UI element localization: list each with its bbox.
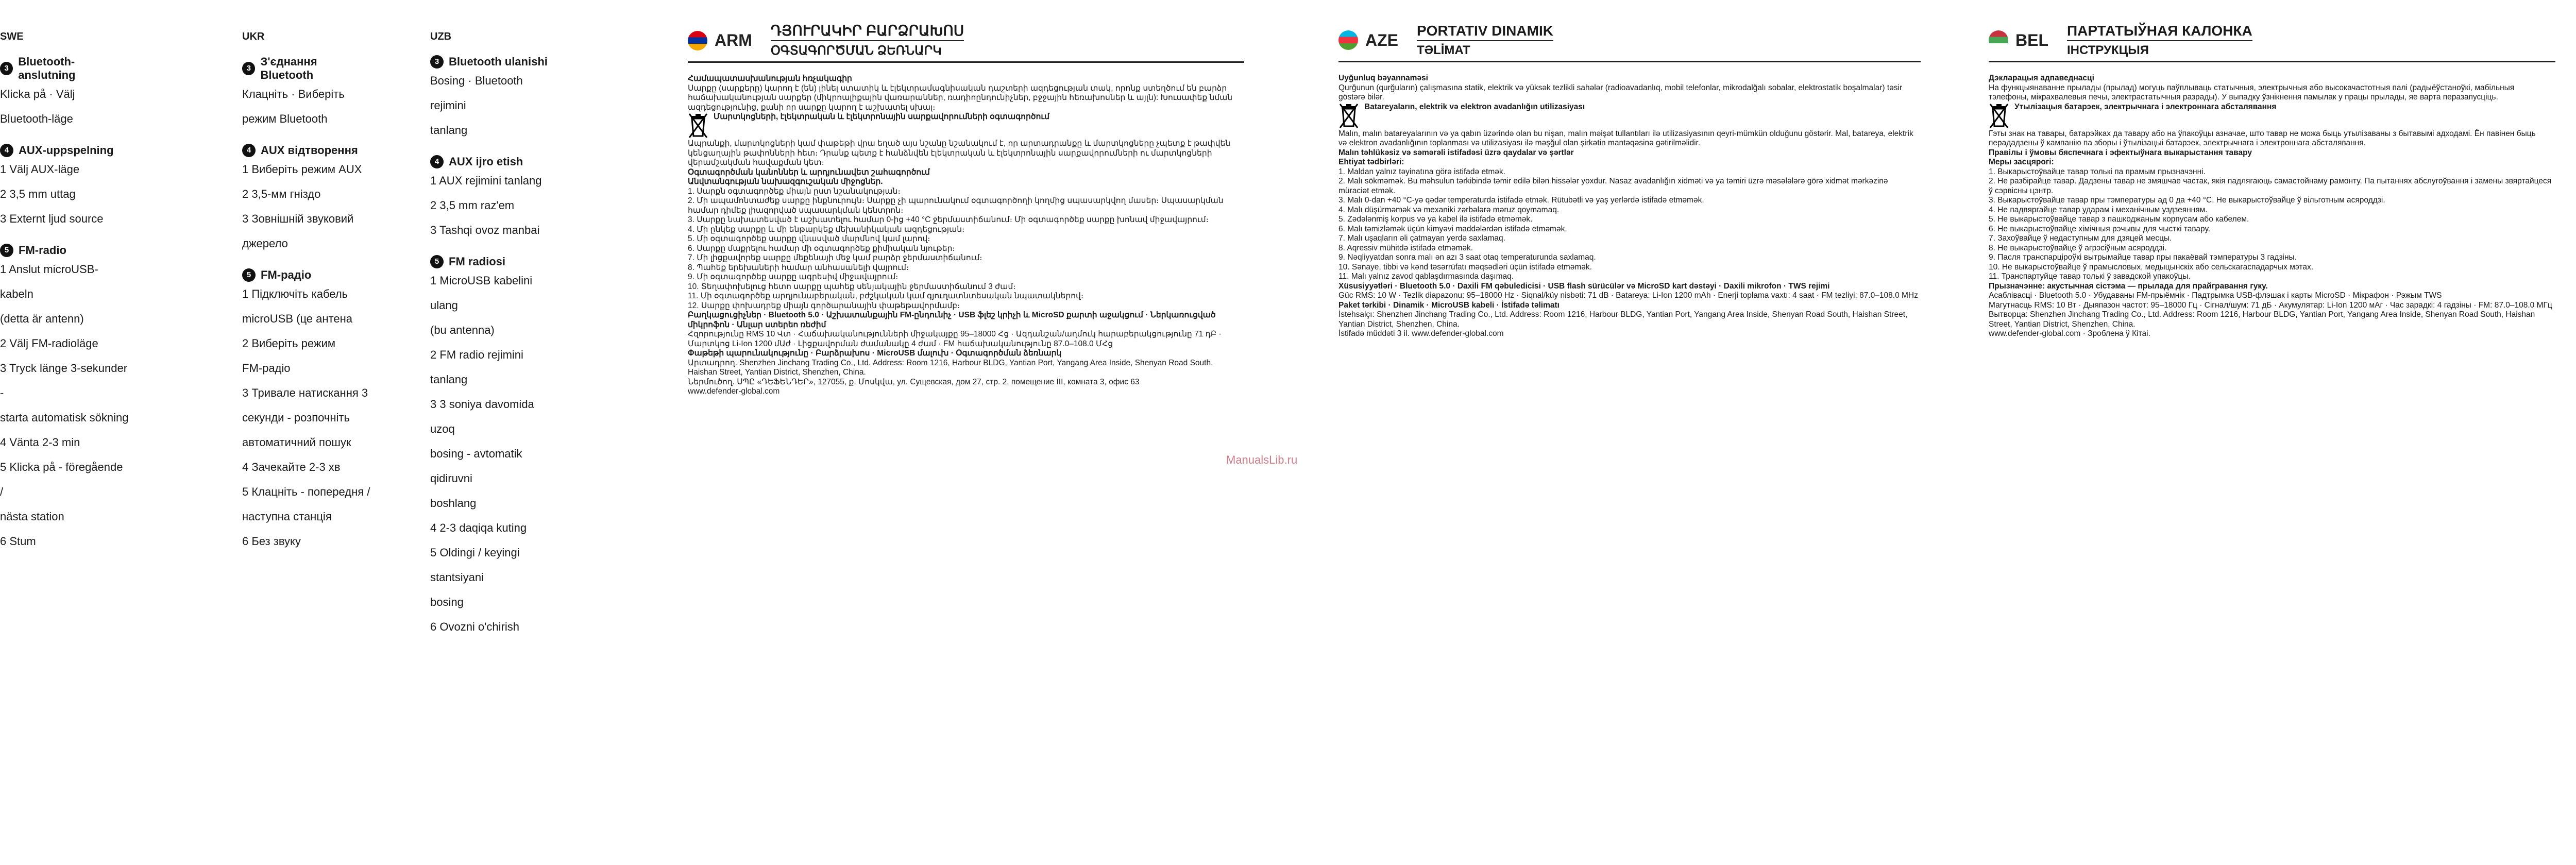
paragraph: Ներմուծող. ՍՊԸ «ԴԵՖԵՆԴԵՐ», 127055, ք. Մոսկվա, ул. Сущевская, дом 27, стр. 2, помещение III, комната 3, офис 63 — [688, 377, 1140, 386]
crossed-bin-icon — [1338, 103, 1359, 129]
paragraph: 9. Nəqliyyatdan sonra malı ən azı 3 saat otaq temperaturunda saxlamaq. — [1338, 253, 1596, 262]
step-heading — [0, 244, 129, 257]
step-line: 5 Klicka på - föregående / — [0, 461, 123, 498]
crossed-bin-icon — [1989, 103, 2009, 129]
paragraph-heading: Правілы і ўмовы бяспечнага і эфектыўнага выкарыстання тавару — [1989, 148, 2252, 157]
step-heading — [242, 55, 371, 82]
paragraph: www.defender-global.com — [688, 387, 780, 396]
paragraph-heading: Меры засцярогі: — [1989, 158, 2054, 166]
paragraph: 5. Не выкарыстоўвайце тавар з пашкоджаным корпусам або кабелем. — [1989, 215, 2249, 224]
step-number-badge: 3 — [430, 55, 444, 69]
step-line: 2 3,5 mm uttag — [0, 188, 76, 200]
lang-code: AZE — [1365, 30, 1398, 49]
step-heading — [430, 155, 559, 168]
paragraph: 12. Սարքը փոխադրեք միայն գործարանային փաթեթավորմամբ։ — [688, 301, 960, 310]
section-title: ԴՅՈՒՐԱԿԻՐ ԲԱՐՁՐԱԽՈՍ — [770, 23, 964, 39]
title-block — [2067, 23, 2252, 58]
paragraph: İstehsalçı: Shenzhen Jinchang Trading Co., Ltd. Address: Room 1216, Harbour BLDG, Yantian Port, Yangang Area Inside, Shenyan Road South, Haishan Street, Yantian District, Shenzhen, China. — [1338, 310, 1908, 329]
section-body — [688, 74, 1244, 397]
paragraph-heading: Xüsusiyyətləri · Bluetooth 5.0 · Daxili FM qəbuledicisi · USB flash sürücülər və MicroSD kart dəstəyi · Daxili mikrofon · TWS rejimi — [1338, 281, 1830, 291]
step-line: bosing — [430, 596, 464, 608]
paragraph-heading: Утылізацыя батарэек, электрычнага і электроннага абсталявання — [2014, 102, 2277, 111]
column-items — [430, 55, 559, 639]
paragraph: Ապրանքի, մարտկոցների կամ փաթեթի վրա եղած այս նշանը նշանակում է, որ արտադրանքը և մարտկոցները չպետք է թափվեն կենցաղային թափոնների հետ։ Դրանք պետք է հանձնվեն էլեկտրական և էլեկտրոնային սարքավորումների ու մարտկոցների վերամշակման հավաքման կետ։ — [688, 139, 1231, 167]
paragraph: На функцыянаванне прылады (прылад) могуць паўплываць статычныя, электрычныя або высокачастотныя палі (радыёўстаноўкі, мабільныя тэлефоны, мікрахвалевыя печы, электрастатычныя разрады). У выпадку ўзнікнення памылак у працы прылады, яе варта перазапусціць. — [1989, 83, 2515, 101]
paragraph: 5. Zədələnmiş korpus və ya kabel ilə istifadə etməmək. — [1338, 215, 1533, 224]
section-title: ПАРТАТЫЎНАЯ КАЛОНКА — [2067, 23, 2252, 39]
title-block — [1417, 23, 1553, 58]
step-title: Bluetooth-anslutning — [18, 55, 76, 81]
step-heading — [430, 255, 559, 268]
paragraph-heading: Բաղկացուցիչներ · Bluetooth 5.0 · Աշխատանքային FM-ընդունիչ · USB ֆլեշ կրիչի և MicroSD քարտի աջակցում · Ներկառուցված միկրոֆոն · Անլար ստերեո ռեժիմ — [688, 311, 1216, 329]
paragraph: 9. Մի օգտագործեք սարքը ագրեսիվ միջավայրում։ — [688, 273, 899, 281]
step-line: автоматичний пошук — [242, 436, 351, 449]
section-aze — [1338, 23, 1921, 847]
step-line: 3 Externt ljud source — [0, 212, 104, 225]
step-line: 1 MicroUSB kabelini ulang — [430, 274, 533, 312]
step-line: 2 3,5 mm raz'em — [430, 199, 515, 212]
step-heading — [0, 55, 129, 82]
section-arm — [688, 23, 1244, 847]
step-title: FM-радіо — [261, 268, 312, 281]
paragraph: 3. Սարքը նախատեսված է աշխատելու համար 0-ից +40 °C ջերմաստիճանում։ Մի օգտագործեք սարքը խոնավ միջավայրում։ — [688, 215, 1209, 224]
paragraph: Güc RMS: 10 W · Tezlik diapazonu: 95–18000 Hz · Siqnal/küy nisbəti: 71 dB · Batareya: Li-Ion 1200 mAh · Enerji toplama vaxtı: 4 saat · FM tezliyi: 87.0–108.0 MHz — [1338, 291, 1918, 300]
paragraph: 4. Не падвяргайце тавар ударам і механічным уздзеянням. — [1989, 205, 2208, 214]
step-line: 5 Клацніть - попередня / — [242, 485, 370, 498]
lang-code: ARM — [715, 31, 752, 49]
paragraph-heading: Օգտագործման կանոններ և արդյունավետ շահագործում — [688, 167, 930, 177]
paragraph-heading: Համապատասխանության հռչակագիր — [688, 74, 852, 83]
step-number-badge: 3 — [242, 62, 255, 75]
step-line: 4 2-3 daqiqa kuting — [430, 521, 527, 534]
crossed-bin-icon — [688, 112, 708, 139]
paragraph: 7. Захоўвайце ў недаступным для дзяцей месцы. — [1989, 234, 2172, 243]
step-line: 1 AUX rejimini tanlang — [430, 174, 542, 187]
step-line: Klicka på · Välj — [0, 88, 75, 100]
paragraph: 2. Malı sökməmək. Bu məhsulun tərkibində təmir edilə bilən hissələr yoxdur. Nasaz avadanlığın xidməti və ya təmiri üzrə məsələlərə görə xidmət mərkəzinə müraciət etmək. — [1338, 177, 1888, 195]
paragraph: 1. Maldan yalnız təyinatına görə istifadə etmək. — [1338, 167, 1505, 176]
paragraph: Qurğunun (qurğuların) çalışmasına statik, elektrik və yüksək tezlikli sahələr (radioavadanlıq, mobil telefonlar, mikrodalğalı sobalar, elektrostatik boşalmalar) təsir göstərə bilər. — [1338, 83, 1903, 101]
paragraph: Malın, malın batareyalarının və ya qabın üzərində olan bu nişan, malın məişət tullantıları ilə utilizasiyasının qeyri-mümkün olduğunu göstərir. Mal, batareya, elektrik və elektron avadanlığının toplanması və utilizasiyası ilə məşğul olan şirkətin mantəqəsinə gətirilməlidir. — [1338, 129, 1913, 147]
paragraph: Հզորությունը RMS 10 Վտ · Հաճախականությունների միջակայքը 95–18000 Հց · Ազդանշան/աղմուկ հարաբերակցությունը 71 դԲ · Մարտկոց Li-Ion 1200 մԱժ · Լիցքավորման ժամանակը 4 ժամ · FM հաճախականությունը 87.0–108.0 ՄՀց — [688, 330, 1222, 348]
step-line: (detta är antenn) — [0, 312, 84, 325]
lang-code: SWE — [0, 31, 24, 42]
step-title: AUX ijro etish — [449, 155, 523, 168]
paragraph-heading: Paket tərkibi · Dinamik · MicroUSB kabeli · İstifadə təlimatı — [1338, 300, 1560, 310]
paragraph: 10. Տեղափոխելուց հետո սարքը պահեք սենյակային ջերմաստիճանում 3 ժամ։ — [688, 282, 1016, 291]
lang-column-swe — [0, 0, 129, 554]
paragraph: Սարքը (սարքերը) կարող է (են) լինել ստատիկ և էլեկտրամագնիսական դաշտերի ազդեցության տակ, որոնք ստեղծում են բարձր հաճախականության սարքեր (միկրոալիքային վառարաններ, ռադիոընդունիչներ, բջջային հեռախոսներ և այլն): Խուսափեք նման ազդեցությունից, քանի որ սարքը կարող է աշխատել սխալ։ — [688, 83, 1233, 112]
step-heading — [242, 144, 371, 157]
step-line: 6 Ovozni o'chirish — [430, 620, 519, 633]
paragraph: Արտադրող. Shenzhen Jinchang Trading Co., Ltd. Address: Room 1216, Harbour BLDG, Yantian Port, Yangang Area Inside, Shenyan Road South, Haishan Street, Yantian District, Shenzhen, China. — [688, 358, 1213, 377]
step-line: 2 3,5-мм гніздо — [242, 188, 321, 200]
step-line: (bu antenna) — [430, 324, 495, 336]
step-line: 1 Виберіть режим AUX — [242, 163, 362, 176]
step-number-badge: 5 — [0, 244, 13, 257]
step-line: 2 Välj FM-radioläge — [0, 337, 98, 350]
step-line: джерело — [242, 237, 288, 250]
paragraph: 9. Пасля транспарціроўкі вытрымайце тавар пры пакаёвай тэмпературы 3 гадзіны. — [1989, 253, 2297, 262]
paragraph: 1. Սարքն օգտագործեք միայն ըստ նշանակության։ — [688, 186, 901, 196]
step-title: AUX-uppspelning — [19, 144, 114, 157]
paragraph-heading: Uyğunluq bəyannaməsi — [1338, 74, 1428, 82]
step-line: 3 Tashqi ovoz manbai — [430, 224, 540, 236]
step-line: 4 Зачекайте 2-3 хв — [242, 461, 341, 473]
warning-row — [1338, 103, 1921, 129]
flag-icon — [1338, 30, 1358, 50]
section-header — [1989, 23, 2555, 62]
watermark: ManualsLib.ru — [1226, 453, 1298, 466]
step-number-badge: 5 — [242, 268, 256, 282]
step-number-badge: 4 — [0, 144, 13, 157]
paragraph-heading: Batareyaların, elektrik və elektron avadanlığın utilizasiyası — [1364, 102, 1585, 111]
section-bel — [1989, 23, 2555, 847]
step-title: З'єднання Bluetooth — [260, 55, 317, 81]
step-title: AUX відтворення — [261, 144, 358, 157]
step-line: FM-радіо — [242, 362, 291, 375]
step-line: 1 Підключіть кабель — [242, 287, 348, 300]
step-line: 6 Stum — [0, 535, 36, 548]
title-block — [771, 23, 964, 58]
column-items — [0, 55, 129, 554]
paragraph: Магутнасць RMS: 10 Вт · Дыяпазон частот: 95–18000 Гц · Сігнал/шум: 71 дБ · Акумулятар: Li-Ion 1200 мАг · Час зарадкі: 4 гадзіны · FM: 87.0–108.0 МГц — [1989, 300, 2552, 310]
step-line: 3 3 soniya davomida uzoq — [430, 398, 534, 435]
paragraph: 2. Մի ապամոնտաժեք սարքը ինքնուրույն։ Սարքը չի պարունակում օգտագործողի կողմից սպասարկվող մասեր։ Սպասարկման համար դիմեք լիազորված սպասարկման կենտրոն։ — [688, 196, 1224, 215]
step-line: tanlang — [430, 124, 468, 137]
paragraph-heading: Дэкларацыя адпаведнасці — [1989, 74, 2094, 82]
step-line: 3 Tryck länge 3-sekunder - — [0, 362, 128, 399]
paragraph: 8. Не выкарыстоўвайце ў агрэсіўным асяроддзі. — [1989, 243, 2167, 252]
paragraph: 2. Не разбірайце тавар. Дадзены тавар не змяшчае частак, якія падлягаюць самастойнаму рамонту. Па пытаннях абслугоўвання і замены звяртайцеся ў сэрвісны цэнтр. — [1989, 177, 2552, 195]
paragraph: 7. Malı uşaqların əli çatmayan yerdə saxlamaq. — [1338, 234, 1505, 243]
paragraph: 6. Malı təmizləmək üçün kimyəvi maddələrdən istifadə etməmək. — [1338, 224, 1567, 233]
lang-code: UZB — [430, 31, 452, 42]
paragraph-heading: Մարտկոցների, էլեկտրական և էլեկտրոնային սարքավորումների օգտագործում — [714, 112, 1049, 121]
step-line: 3 Зовнішній звуковий — [242, 212, 354, 225]
lang-column-uzb — [430, 0, 559, 639]
section-title: PORTATIV DINAMIK — [1417, 23, 1553, 39]
paragraph: 3. Выкарыстоўвайце тавар пры тэмпературы ад 0 да +40 °C. Не выкарыстоўвайце ў вільготным асяроддзі. — [1989, 196, 2385, 205]
lang-column-ukr — [242, 0, 371, 554]
step-line: 2 FM radio rejimini tanlang — [430, 348, 523, 386]
paragraph: Вытворца: Shenzhen Jinchang Trading Co., Ltd. Address: Room 1216, Harbour BLDG, Yantian Port, Yangang Area Inside, Shenyan Road South, Haishan Street, Yantian District, Shenzhen, China. — [1989, 310, 2535, 329]
step-line: nästa station — [0, 510, 64, 523]
paragraph: 4. Մի ընկեք սարքը և մի ենթարկեք մեխանիկական ազդեցության։ — [688, 225, 965, 234]
step-title: FM-radio — [19, 244, 66, 257]
paragraph: 11. Транспартуйце тавар толькі ў завадской упакоўцы. — [1989, 272, 2191, 281]
step-line: 6 Без звуку — [242, 535, 301, 548]
step-line: режим Bluetooth — [242, 112, 328, 125]
section-body — [1989, 74, 2555, 339]
paragraph-heading: Malın təhlükəsiz və səmərəli istifadəsi üzrə qaydalar və şərtlər — [1338, 148, 1574, 157]
lang-code: BEL — [2015, 30, 2048, 49]
step-line: starta automatisk sökning — [0, 411, 129, 424]
column-items — [242, 55, 371, 554]
paragraph: 4. Malı düşürməmək və mexaniki zərbələrə məruz qoymamaq. — [1338, 205, 1560, 214]
step-title: Bluetooth ulanishi — [449, 55, 548, 68]
flag-icon — [1989, 30, 2008, 50]
paragraph: 5. Մի օգտագործեք սարքը վնասված մարմնով կամ լարով։ — [688, 234, 930, 243]
paragraph: 1. Выкарыстоўвайце тавар толькі па прамым прызначэнні. — [1989, 167, 2206, 176]
step-line: 4 Vänta 2-3 min — [0, 436, 80, 449]
step-line: секунди - розпочніть — [242, 411, 350, 424]
step-line: boshlang — [430, 497, 477, 510]
step-number-badge: 3 — [0, 62, 13, 75]
warning-row — [688, 112, 1244, 139]
step-heading — [430, 55, 559, 69]
section-subtitle: ІНСТРУКЦЫЯ — [2067, 40, 2252, 58]
section-subtitle: ՕԳՏԱԳՈՐԾՄԱՆ ՁԵՌՆԱՐԿ — [771, 40, 964, 58]
warning-row — [1989, 103, 2555, 129]
paragraph: 10. Не выкарыстоўвайце ў прамысловых, медыцынскіх або сельскагаспадарчых мэтах. — [1989, 262, 2314, 272]
step-line: 1 Anslut microUSB-kabeln — [0, 263, 98, 300]
step-line: Клацніть · Виберіть — [242, 88, 345, 100]
step-line: 5 Oldingi / keyingi stantsiyani — [430, 546, 520, 584]
section-header — [688, 23, 1244, 63]
paragraph-heading: Прызначэнне: акустычная сістэма — прылада для прайгравання гуку. — [1989, 281, 2268, 291]
lang-code: UKR — [242, 31, 265, 42]
step-number-badge: 5 — [430, 255, 444, 268]
step-number-badge: 4 — [430, 155, 444, 168]
step-line: microUSB (це антена — [242, 312, 352, 325]
step-line: Bosing · Bluetooth rejimini — [430, 74, 523, 112]
step-heading — [242, 268, 371, 282]
paragraph: Асаблівасці · Bluetooth 5.0 · Убудаваны FM-прыёмнік · Падтрымка USB-флэшак і карты MicroSD · Мікрафон · Рэжым TWS — [1989, 291, 2442, 300]
step-line: 1 Välj AUX-läge — [0, 163, 80, 176]
paragraph: 11. Malı yalnız zavod qablaşdırmasında daşımaq. — [1338, 272, 1514, 281]
step-line: 3 Тривале натискання 3 — [242, 386, 368, 399]
paragraph: 11. Մի օգտագործեք արդյունաբերական, բժշկական կամ գյուղատնտեսական նպատակներով։ — [688, 292, 1084, 300]
step-heading — [0, 144, 129, 157]
section-header — [1338, 23, 1921, 62]
section-body — [1338, 74, 1921, 339]
paragraph: İstifadə müddəti 3 il. www.defender-global.com — [1338, 329, 1504, 338]
paragraph: 8. Aqressiv mühitdə istifadə etməmək. — [1338, 243, 1473, 252]
paragraph-heading: Ehtiyat tədbirləri: — [1338, 158, 1404, 166]
paragraph: Гэты знак на тавары, батарэйках да тавару або на ўпакоўцы азначае, што тавар не можа быць утылізаваны з бытавымі адходамі. Ён павінен быць перададзены ў кампанію па зборы і ўтылізацыі батарэек, электрычнага і электроннага абсталявання. — [1989, 129, 2536, 147]
step-line: bosing - avtomatik qidiruvni — [430, 447, 522, 485]
step-title: FM radiosi — [449, 255, 506, 268]
paragraph: 6. Не выкарыстоўвайце хімічныя рэчывы для чысткі тавару. — [1989, 224, 2211, 233]
paragraph: 8. Պահեք երեխաների համար անհասանելի վայրում։ — [688, 263, 909, 272]
paragraph: 10. Sənaye, tibbi və kənd təsərrüfatı məqsədləri üçün istifadə etməmək. — [1338, 262, 1592, 272]
step-number-badge: 4 — [242, 144, 256, 157]
paragraph-heading: Անվտանգության նախազգուշական միջոցներ. — [688, 177, 883, 186]
paragraph: 3. Malı 0-dan +40 °C-yə qədər temperaturda istifadə etmək. Rütubətli və yaş yerlərdə istifadə etməmək. — [1338, 196, 1704, 205]
step-line: наступна станція — [242, 510, 332, 523]
paragraph: 6. Սարքը մաքրելու համար մի օգտագործեք քիմիական նյութեր։ — [688, 244, 955, 253]
step-line: 2 Виберіть режим — [242, 337, 336, 350]
paragraph: www.defender-global.com · Зроблена ў Кітаі. — [1989, 329, 2150, 338]
paragraph-heading: Փաթեթի պարունակությունը · Բարձրախոս · MicroUSB մալուխ · Օգտագործման ձեռնարկ — [688, 349, 1062, 358]
section-subtitle: TƏLİMAT — [1417, 40, 1553, 58]
paragraph: 7. Մի լիցքավորեք սարքը մեքենայի մեջ կամ բարձր ջերմաստիճանում։ — [688, 253, 982, 262]
flag-icon — [688, 31, 707, 50]
step-line: Bluetooth-läge — [0, 112, 73, 125]
